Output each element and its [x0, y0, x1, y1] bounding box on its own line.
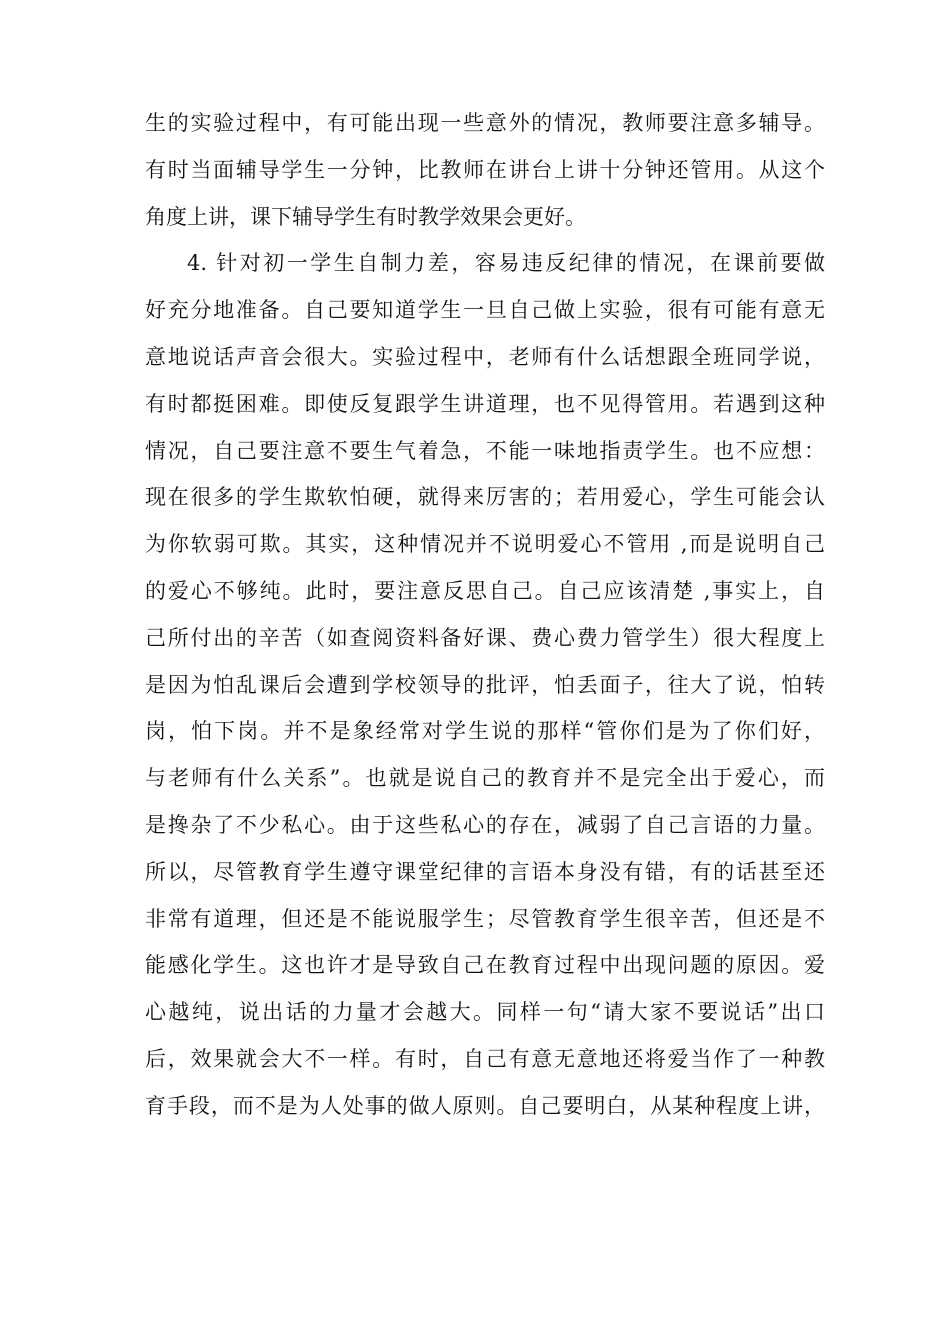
- text-line: 有时当面辅导学生一分钟，比教师在讲台上讲十分钟还管用。从这个: [145, 157, 825, 182]
- text-line: 有时都挺困难。即使反复跟学生讲道理，也不见得管用。若遇到这种: [145, 391, 825, 416]
- text-line: 好充分地准备。自己要知道学生一旦自己做上实验，很有可能有意无: [145, 298, 825, 323]
- text-line: 能感化学生。这也许才是导致自己在教育过程中出现问题的原因。爱: [145, 953, 825, 978]
- text-line: 与老师有什么关系”。也就是说自己的教育并不是完全出于爱心，而: [145, 766, 825, 791]
- text-line: 生的实验过程中，有可能出现一些意外的情况，教师要注意多辅导。: [145, 111, 825, 135]
- text-line: 意地说话声音会很大。实验过程中，老师有什么话想跟全班同学说，: [145, 344, 825, 369]
- paragraph-2: [145, 240, 825, 1129]
- text-line: 己所付出的辛苦（如查阅资料备好课、费心费力管学生）很大程度上: [145, 625, 825, 650]
- text-line: 是搀杂了不少私心。由于这些私心的存在，减弱了自己言语的力量。: [145, 812, 825, 837]
- document-body: [145, 100, 825, 1130]
- paragraph-1: [145, 100, 825, 240]
- text-line: 现在很多的学生欺软怕硬，就得来厉害的；若用爱心，学生可能会认: [145, 485, 825, 510]
- text-line: 是因为怕乱课后会遭到学校领导的批评，怕丢面子，往大了说，怕转: [145, 672, 825, 697]
- text-line: 为你软弱可欺。其实，这种情况并不说明爱心不管用 ,而是说明自己: [145, 532, 825, 557]
- text-line: 心越纯，说出话的力量才会越大。同样一句“请大家不要说话”出口: [145, 1000, 825, 1025]
- text-line: 4. 针对初一学生自制力差，容易违反纪律的情况，在课前要做: [187, 251, 825, 276]
- text-line: 所以，尽管教育学生遵守课堂纪律的言语本身没有错，有的话甚至还: [145, 859, 825, 884]
- text-line: 情况，自己要注意不要生气着急，不能一味地指责学生。也不应想：: [145, 438, 825, 463]
- text-line: 非常有道理，但还是不能说服学生；尽管教育学生很辛苦，但还是不: [145, 906, 825, 931]
- text-line: 后，效果就会大不一样。有时，自己有意无意地还将爱当作了一种教: [145, 1046, 825, 1071]
- text-line: 的爱心不够纯。此时，要注意反思自己。自己应该清楚 ,事实上，自: [145, 578, 825, 603]
- text-line: 岗，怕下岗。并不是象经常对学生说的那样“管你们是为了你们好，: [145, 719, 825, 744]
- text-line: 角度上讲，课下辅导学生有时教学效果会更好。: [145, 204, 586, 229]
- text-line: 育手段，而不是为人处事的做人原则。自己要明白，从某种程度上讲，: [145, 1093, 825, 1118]
